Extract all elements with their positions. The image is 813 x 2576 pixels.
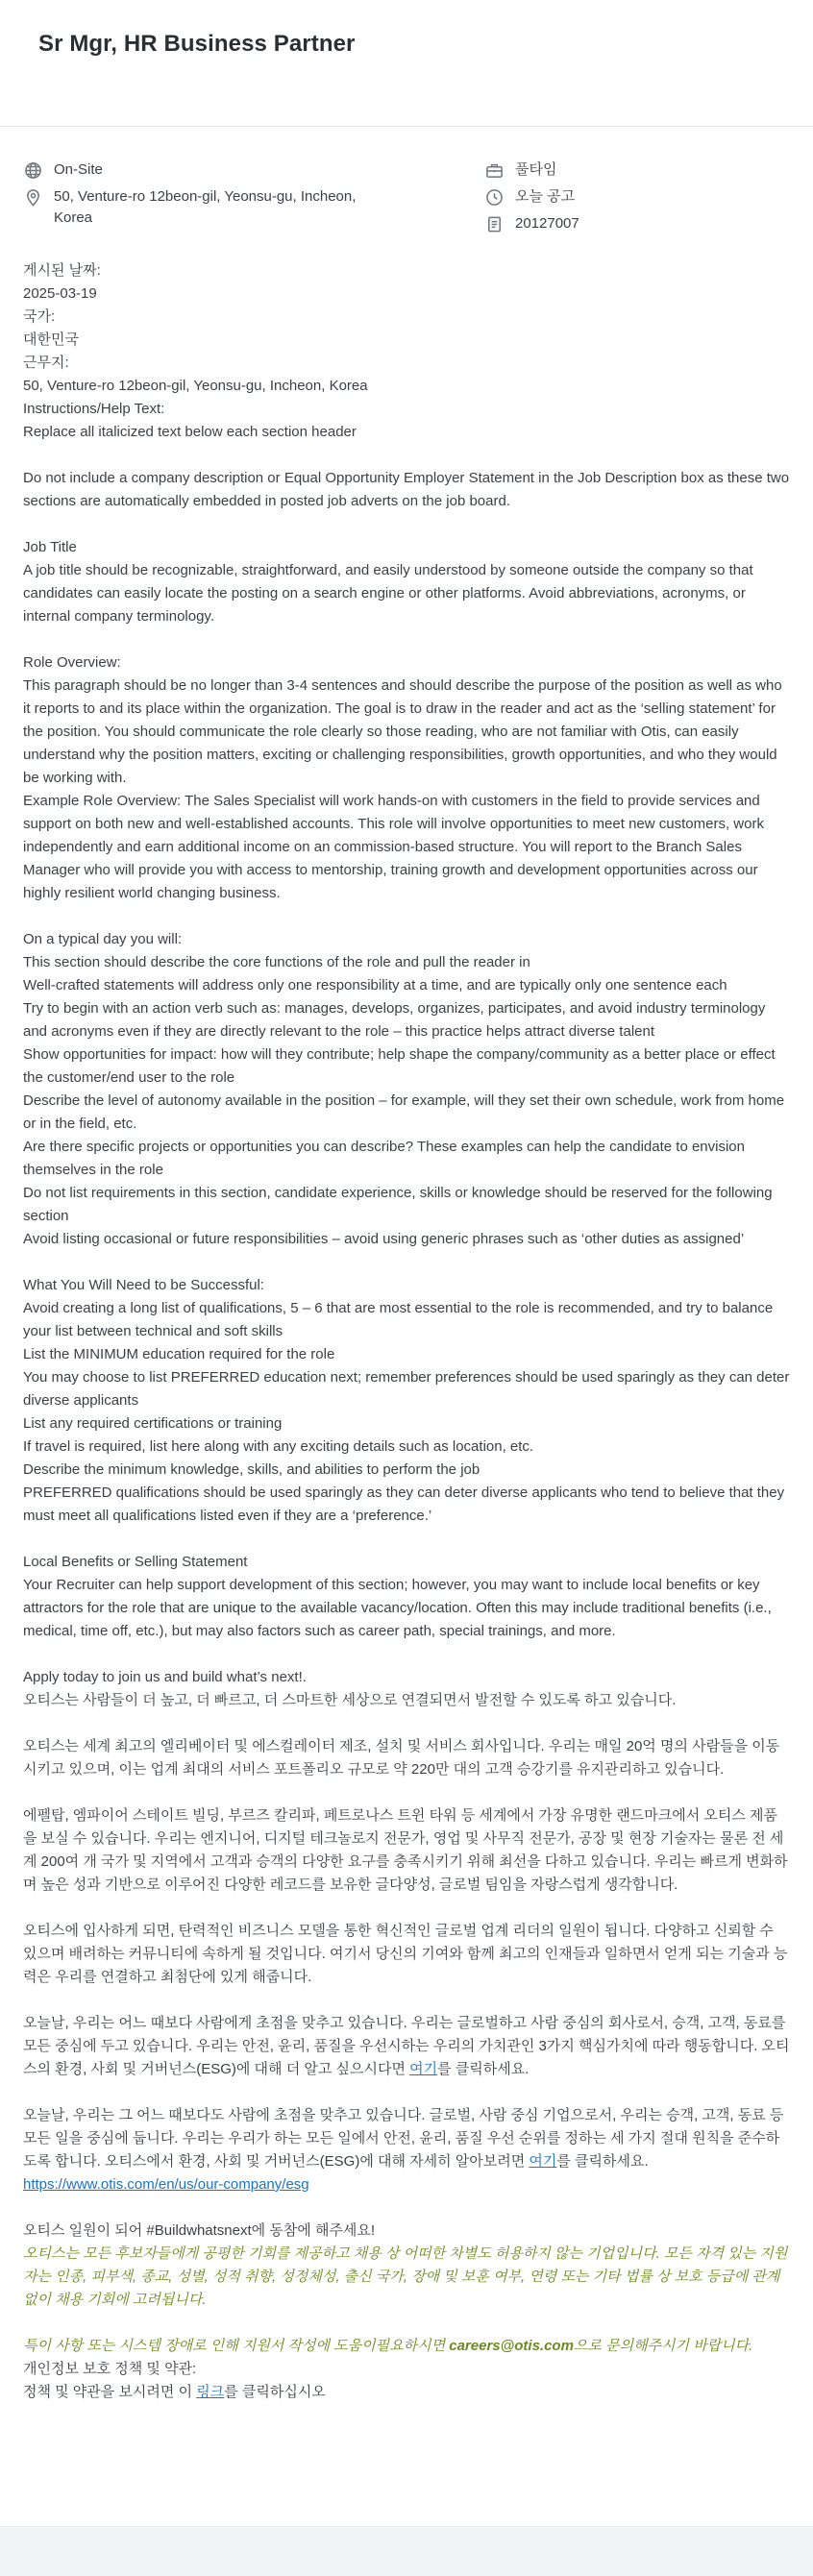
employment-type: 풀타임 bbox=[515, 161, 557, 178]
job-meta-right bbox=[484, 159, 579, 234]
globe-icon bbox=[23, 160, 42, 180]
list-item: Describe the minimum knowledge, skills, and abilities to perform the job bbox=[23, 1461, 480, 1478]
instructions-heading: Instructions/Help Text: bbox=[23, 401, 165, 417]
list-item: Describe the level of autonomy available in the position – for example, will they set their own schedule, work from home or in the field, etc. bbox=[23, 1092, 785, 1132]
otis-intro: 오티스는 사람들이 더 높고, 더 빠르고, 더 스마트한 세상으로 연결되면서 발전할 수 있도록 하고 있습니다. bbox=[23, 1692, 677, 1708]
country-label: 국가: bbox=[23, 308, 56, 325]
privacy-link[interactable]: 링크 bbox=[196, 2384, 225, 2400]
list-item: Well-crafted statements will address only one responsibility at a time, and are typically only one sentence each bbox=[23, 977, 727, 994]
list-item: PREFERRED qualifications should be used sparingly as they can deter diverse applicants who tend to believe that they must meet all qualifications listed even if they are a ‘preference.’ bbox=[23, 1484, 785, 1524]
briefcase-icon bbox=[484, 160, 504, 180]
list-item: If travel is required, list here along with any exciting details such as location, etc. bbox=[23, 1438, 534, 1455]
otis-about: 오티스는 세계 최고의 엘리베이터 및 에스컬레이터 제조, 설치 및 서비스 회사입니다. 우리는 매일 20억 명의 사람들을 이동시키고 있으며, 이는 업계 최대의 서비스 포트폴리오 규모로 약 220만 대의 고객 승강기를 유지관리하고 있습니다. bbox=[23, 1738, 780, 1778]
job-title-text: A job title should be recognizable, straightforward, and easily understood by someone outside the company so that candidates can easily locate the posting on a search engine or other platforms. Avoid abbreviations, acronyms, or internal company terminology. bbox=[23, 562, 753, 625]
job-description bbox=[0, 234, 813, 2404]
posted-date-label: 게시된 날짜: bbox=[23, 262, 101, 279]
role-overview-example: Example Role Overview: The Sales Specialist will work hands-on with customers in the field to provide services and support on both new and well-established accounts. This role will involve opportunities to meet new customers, work independently and earn additional income on an commission-based structure. You will report to the Branch Sales Manager who will provide you with access to mentorship, training growth and development opportunities across our highly resilient world changing business. bbox=[23, 793, 764, 901]
requirements-heading: What You Will Need to be Successful: bbox=[23, 1277, 264, 1293]
role-overview-text: This paragraph should be no longer than 3-4 sentences and should describe the purpose of the position as well as who it reports to and its place within the organization. The goal is to draw in the reader and act as the ‘selling statement’ for the position. You should communicate the role clearly so those reading, who are not familiar with Otis, can easily understand why the position matters, exciting or challenging responsibilities, growth opportunities, and who they would be working with. bbox=[23, 677, 782, 786]
list-item: List any required certifications or training bbox=[23, 1415, 283, 1432]
instructions-text: Replace all italicized text below each section header bbox=[23, 424, 357, 440]
list-item: Avoid listing occasional or future responsibilities – avoid using generic phrases such as ‘other duties as assigned’ bbox=[23, 1231, 745, 1247]
apply-cta: Apply today to join us and build what’s next!. bbox=[23, 1669, 307, 1685]
list-item: Do not list requirements in this section, candidate experience, skills or knowledge should be reserved for the following section bbox=[23, 1185, 773, 1224]
location-label: 근무지: bbox=[23, 355, 69, 371]
benefits-heading: Local Benefits or Selling Statement bbox=[23, 1554, 248, 1570]
list-item: List the MINIMUM education required for the role bbox=[23, 1346, 335, 1362]
footer-bar bbox=[0, 2526, 813, 2576]
otis-join: 오티스에 입사하게 되면, 탄력적인 비즈니스 모델을 통한 혁신적인 글로벌 업계 리더의 일원이 됩니다. 다양하고 신뢰할 수 있으며 배려하는 커뮤니티에 속하게 될 것입니다. 여기서 당신의 기여와 함께 최고의 인재들과 일하면서 얻게 되는 기술과 능력은 우리를 연결하고 최첨단에 있게 해줍니다. bbox=[23, 1923, 788, 1985]
job-meta-left bbox=[23, 159, 484, 234]
careers-email: careers@otis.com bbox=[449, 2338, 574, 2354]
benefits-text: Your Recruiter can help support development of this section; however, you may want to include local benefits or key attractors for the role that are unique to the available vacancy/location. Often this may include traditional benefits (i.e., medical, time off, etc.), but may also factors such as career path, special trainings, and more. bbox=[23, 1577, 772, 1639]
page-title: Sr Mgr, HR Business Partner bbox=[38, 31, 356, 57]
country-value: 대한민국 bbox=[23, 331, 79, 348]
location-value: 50, Venture-ro 12beon-gil, Yeonsu-gu, Incheon, Korea bbox=[23, 378, 368, 394]
document-icon bbox=[484, 214, 504, 233]
otis-landmarks: 에펠탑, 엠파이어 스테이트 빌딩, 부르즈 칼리파, 페트로나스 트윈 타워 등 세계에서 가장 유명한 랜드마크에서 오티스 제품을 보실 수 있습니다. 우리는 엔지니어, 디지털 테크놀로지 전문가, 영업 및 사무직 전문가, 공장 및 현장 기술자는 물론 전 세계 200여 개 국가 및 지역에서 고객과 승객의 다양한 요구를 충족시키기 위해 최선을 다하고 있습니다. 우리는 빠르게 변화하며 높은 성과 기반으로 이루어진 다양한 레코드를 보유한 글다양성, 글로벌 팀임을 자랑스럽게 생각합니다. bbox=[23, 1807, 788, 1893]
posted-row bbox=[484, 186, 579, 208]
otis-people-2: 오늘날, 우리는 그 어느 때보다도 사람에 초점을 맞추고 있습니다. 글로벌, 사람 중심 기업으로서, 우리는 승객, 고객, 동료 등 모든 일을 중심에 둡니다. 우리는 우리가 하는 모든 일에서 안전, 윤리, 품질 우선 순위를 정하는 세 가지 절대 원칙을 준수하도록 합니다. 오티스에서 환경, 사회 및 거버넌스(ESG)에 대해 자세히 알아보려면 여기를 클릭하세요. https://www.otis.com/en/us/our-company/esg bbox=[23, 2107, 784, 2193]
clock-icon bbox=[484, 187, 504, 207]
job-title-heading: Job Title bbox=[23, 539, 77, 555]
job-id: 20127007 bbox=[515, 215, 579, 232]
help-contact: 특이 사항 또는 시스템 장애로 인해 지원서 작성에 도움이필요하시면 careers@otis.com으로 문의해주시기 바랍니다. bbox=[23, 2338, 753, 2354]
list-item: Are there specific projects or opportunities you can describe? These examples can help the candidate to envision themselves in the role bbox=[23, 1139, 745, 1178]
esg-url-link[interactable]: https://www.otis.com/en/us/our-company/esg bbox=[23, 2176, 309, 2193]
privacy-heading: 개인정보 보호 정책 및 약관: bbox=[23, 2361, 197, 2377]
equal-opportunity-statement: 오티스는 모든 후보자들에게 공평한 기회를 제공하고 채용 상 어떠한 차별도 허용하지 않는 기업입니다. 모든 자격 있는 지원자는 인종, 피부색, 종교, 성별, 성적 취향, 성정체성, 출신 국가, 장애 및 보훈 여부, 연령 또는 기타 법률 상 보호 등급에 관계 없이 채용 기회에 고려됩니다. bbox=[23, 2245, 788, 2308]
list-item: You may choose to list PREFERRED education next; remember preferences should be used sparingly as they can deter diverse applicants bbox=[23, 1369, 790, 1409]
address-row bbox=[23, 186, 484, 229]
list-item: This section should describe the core functions of the role and pull the reader in bbox=[23, 954, 530, 970]
job-id-row bbox=[484, 213, 579, 234]
job-meta bbox=[0, 127, 813, 234]
page-header bbox=[0, 0, 813, 127]
list-item: Try to begin with an action verb such as: manages, develops, organizes, participates, and avoid industry terminology and acronyms even if they are directly relevant to the role – this practice helps attract diverse talent bbox=[23, 1000, 766, 1040]
work-type-row bbox=[23, 159, 484, 181]
address: 50, Venture-ro 12beon-gil, Yeonsu-gu, Incheon, Korea bbox=[54, 188, 357, 226]
esg-link-2[interactable]: 여기 bbox=[529, 2153, 557, 2170]
location-pin-icon bbox=[23, 187, 42, 207]
posted-date: 오늘 공고 bbox=[515, 188, 576, 205]
instructions-note: Do not include a company description or Equal Opportunity Employer Statement in the Job Description box as these two sections are automatically embedded in posted job adverts on the job board. bbox=[23, 470, 790, 509]
esg-link-1[interactable]: 여기 bbox=[409, 2061, 438, 2077]
otis-people-1: 오늘날, 우리는 어느 때보다 사람에게 초점을 맞추고 있습니다. 우리는 글로벌하고 사람 중심의 회사로서, 승객, 고객, 동료를 모든 중심에 두고 있습니다. 우리는 안전, 윤리, 품질을 우선시하는 우리의 가치관인 3가지 핵심가치에 따라 행동합니다. 오티스의 환경, 사회 및 거버넌스(ESG)에 대해 더 알고 싶으시다면 여기를 클릭하세요. bbox=[23, 2015, 790, 2077]
typical-day-heading: On a typical day you will: bbox=[23, 931, 183, 947]
work-type: On-Site bbox=[54, 161, 103, 178]
role-overview-heading: Role Overview: bbox=[23, 654, 121, 671]
build-whats-next: 오티스 일원이 되어 #Buildwhatsnext에 동참에 해주세요! bbox=[23, 2222, 376, 2239]
employment-row bbox=[484, 159, 579, 181]
list-item: Show opportunities for impact: how will they contribute; help shape the company/community as a better place or effect the customer/end user to the role bbox=[23, 1046, 776, 1086]
posted-date-value: 2025-03-19 bbox=[23, 285, 97, 302]
privacy-text: 정책 및 약관을 보시려면 이 링크를 클릭하십시오 bbox=[23, 2384, 326, 2400]
list-item: Avoid creating a long list of qualifications, 5 – 6 that are most essential to the role is recommended, and try to balance your list between technical and soft skills bbox=[23, 1300, 774, 1339]
